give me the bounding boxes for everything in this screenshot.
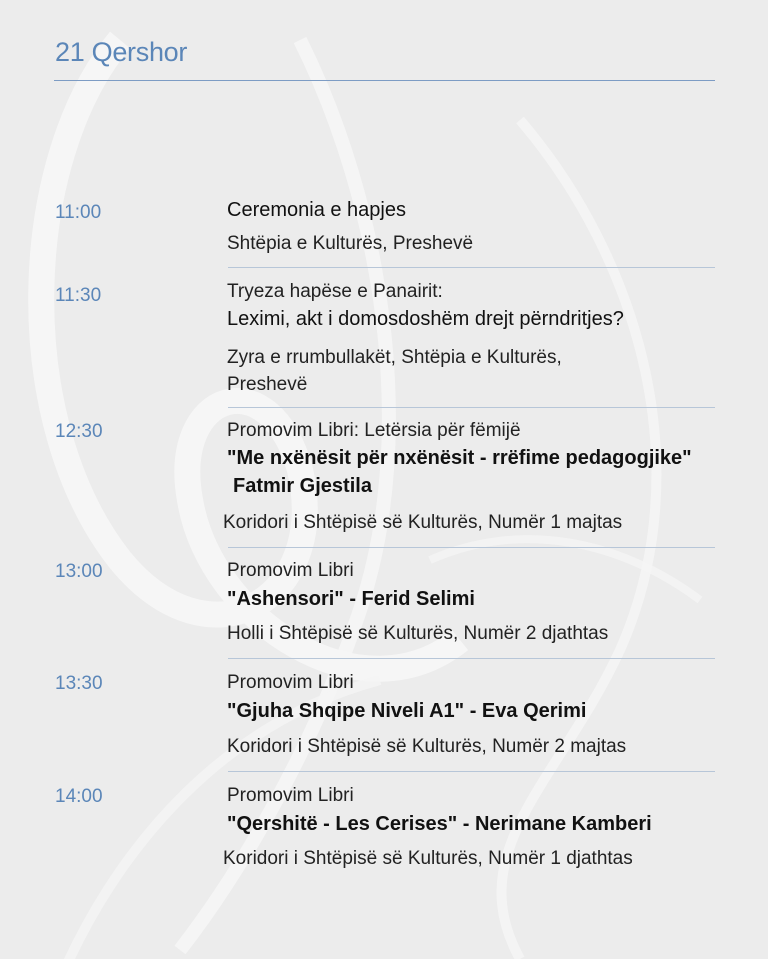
schedule-time: 13:00	[55, 561, 103, 582]
event-category: Tryeza hapëse e Panairit:	[227, 281, 443, 302]
event-title: "Ashensori" - Ferid Selimi	[227, 588, 475, 610]
event-title: "Qershitë - Les Cerises" - Nerimane Kamberi	[227, 813, 652, 835]
page-title: 21 Qershor	[55, 37, 188, 67]
event-title: Ceremonia e hapjes	[227, 199, 406, 221]
event-category: Promovim Libri	[227, 560, 354, 581]
row-divider	[228, 547, 715, 548]
row-divider	[228, 267, 715, 268]
event-location: Zyra e rrumbullakët, Shtëpia e Kulturës,	[227, 347, 562, 368]
event-title: "Me nxënësit për nxënësit - rrëfime pedagogjike"	[227, 447, 692, 469]
schedule-time: 11:30	[55, 285, 102, 306]
event-author: Fatmir Gjestila	[233, 475, 372, 497]
row-divider	[228, 658, 715, 659]
row-divider	[228, 407, 715, 408]
schedule-time: 12:30	[55, 421, 103, 442]
schedule-time: 14:00	[55, 786, 103, 807]
event-location: Shtëpia e Kulturës, Preshevë	[227, 233, 474, 254]
event-title: Leximi, akt i domosdoshëm drejt përndritjes?	[227, 308, 624, 330]
event-category: Promovim Libri	[227, 785, 354, 806]
schedule-time: 13:30	[55, 673, 103, 694]
event-location: Koridori i Shtëpisë së Kulturës, Numër 1 djathtas	[223, 848, 633, 869]
event-category: Promovim Libri: Letërsia për fëmijë	[227, 420, 521, 441]
row-divider	[228, 771, 715, 772]
event-title: "Gjuha Shqipe Niveli A1" - Eva Qerimi	[227, 700, 587, 722]
header-divider	[54, 80, 715, 81]
event-location: Preshevë	[227, 374, 308, 395]
event-location: Holli i Shtëpisë së Kulturës, Numër 2 djathtas	[227, 623, 609, 644]
event-category: Promovim Libri	[227, 672, 354, 693]
event-location: Koridori i Shtëpisë së Kulturës, Numër 2 majtas	[227, 736, 627, 757]
event-location: Koridori i Shtëpisë së Kulturës, Numër 1 majtas	[223, 512, 623, 533]
schedule-time: 11:00	[55, 202, 102, 223]
